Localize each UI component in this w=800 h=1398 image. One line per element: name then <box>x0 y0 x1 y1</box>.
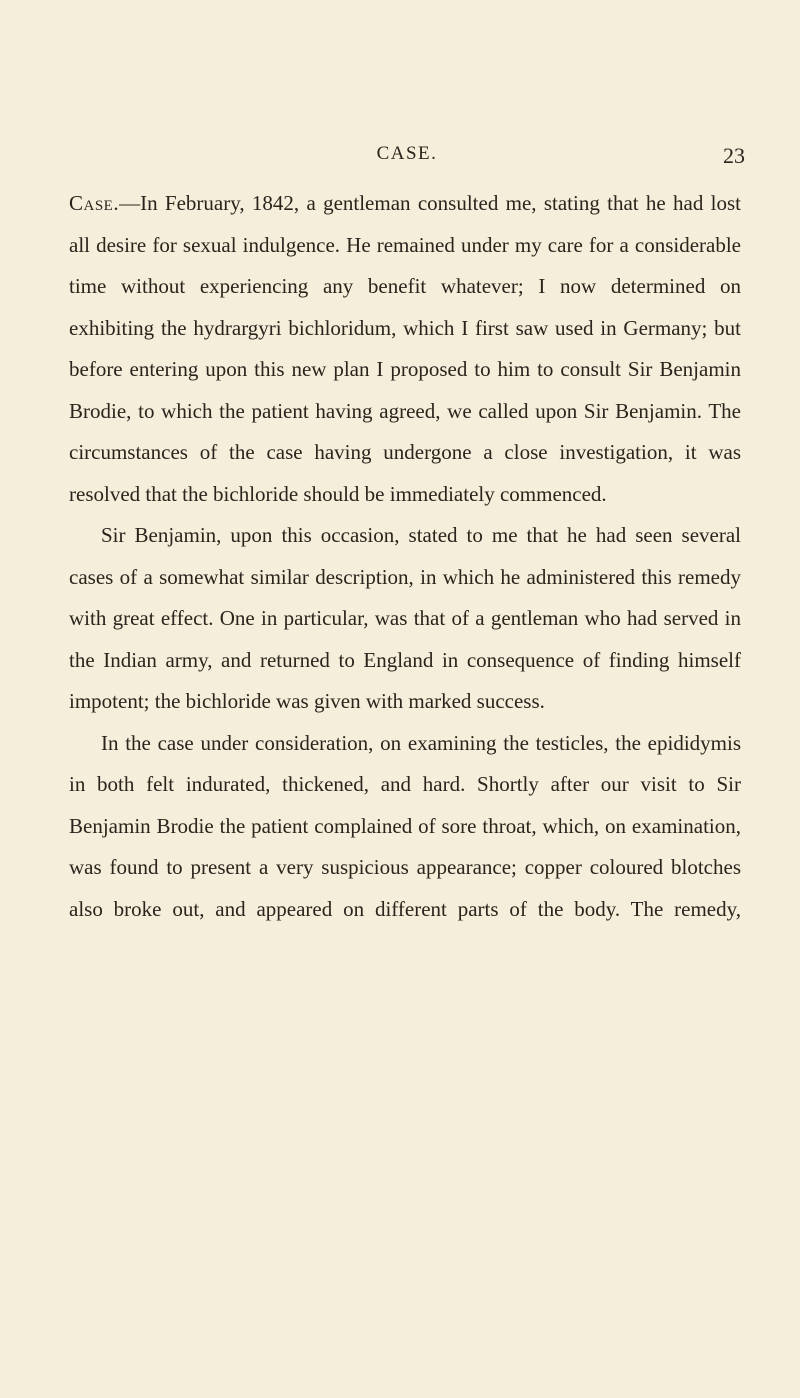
page-number: 23 <box>723 143 745 168</box>
paragraph-text: In the case under consideration, on examining the testicles, the epididymis in both felt indurated, thickened, and hard. Shortly after our visit to Sir Benjamin Brodie the patient complained of sore throat, which, on examination, was found to present a very suspicious appearance; copper coloured blotches also broke out, and appeared on different parts of the body. The remedy, <box>69 730 741 921</box>
paragraph-case <box>69 183 741 515</box>
paragraph-text: —In February, 1842, a gentleman consulted me, stating that he had lost all desire for sexual indulgence. He remained under my care for a considerable time without experiencing any benefit whatever; I now determined on exhibiting the hydrargyri bichloridum, which I first saw used in Germany; but before entering upon this new plan I proposed to him to consult Sir Benjamin Brodie, to which the patient having agreed, we called upon Sir Benjamin. The circumstances of the case having undergone a close investigation, it was resolved that the bichloride should be immediately commenced. <box>69 191 741 506</box>
case-lead: Case. <box>69 191 120 215</box>
paragraph-text: Sir Benjamin, upon this occasion, stated to me that he had seen several cases of a somewhat similar description, in which he administered this remedy with great effect. One in particular, was that of a gentleman who had served in the Indian army, and returned to England in consequence of finding himself impotent; the bichloride was given with marked success. <box>69 523 741 713</box>
running-head <box>69 143 745 173</box>
running-head-title: CASE. <box>376 143 438 164</box>
paragraph-examination <box>69 723 741 931</box>
body-text <box>69 183 741 930</box>
paragraph-sir-benjamin <box>69 515 741 723</box>
